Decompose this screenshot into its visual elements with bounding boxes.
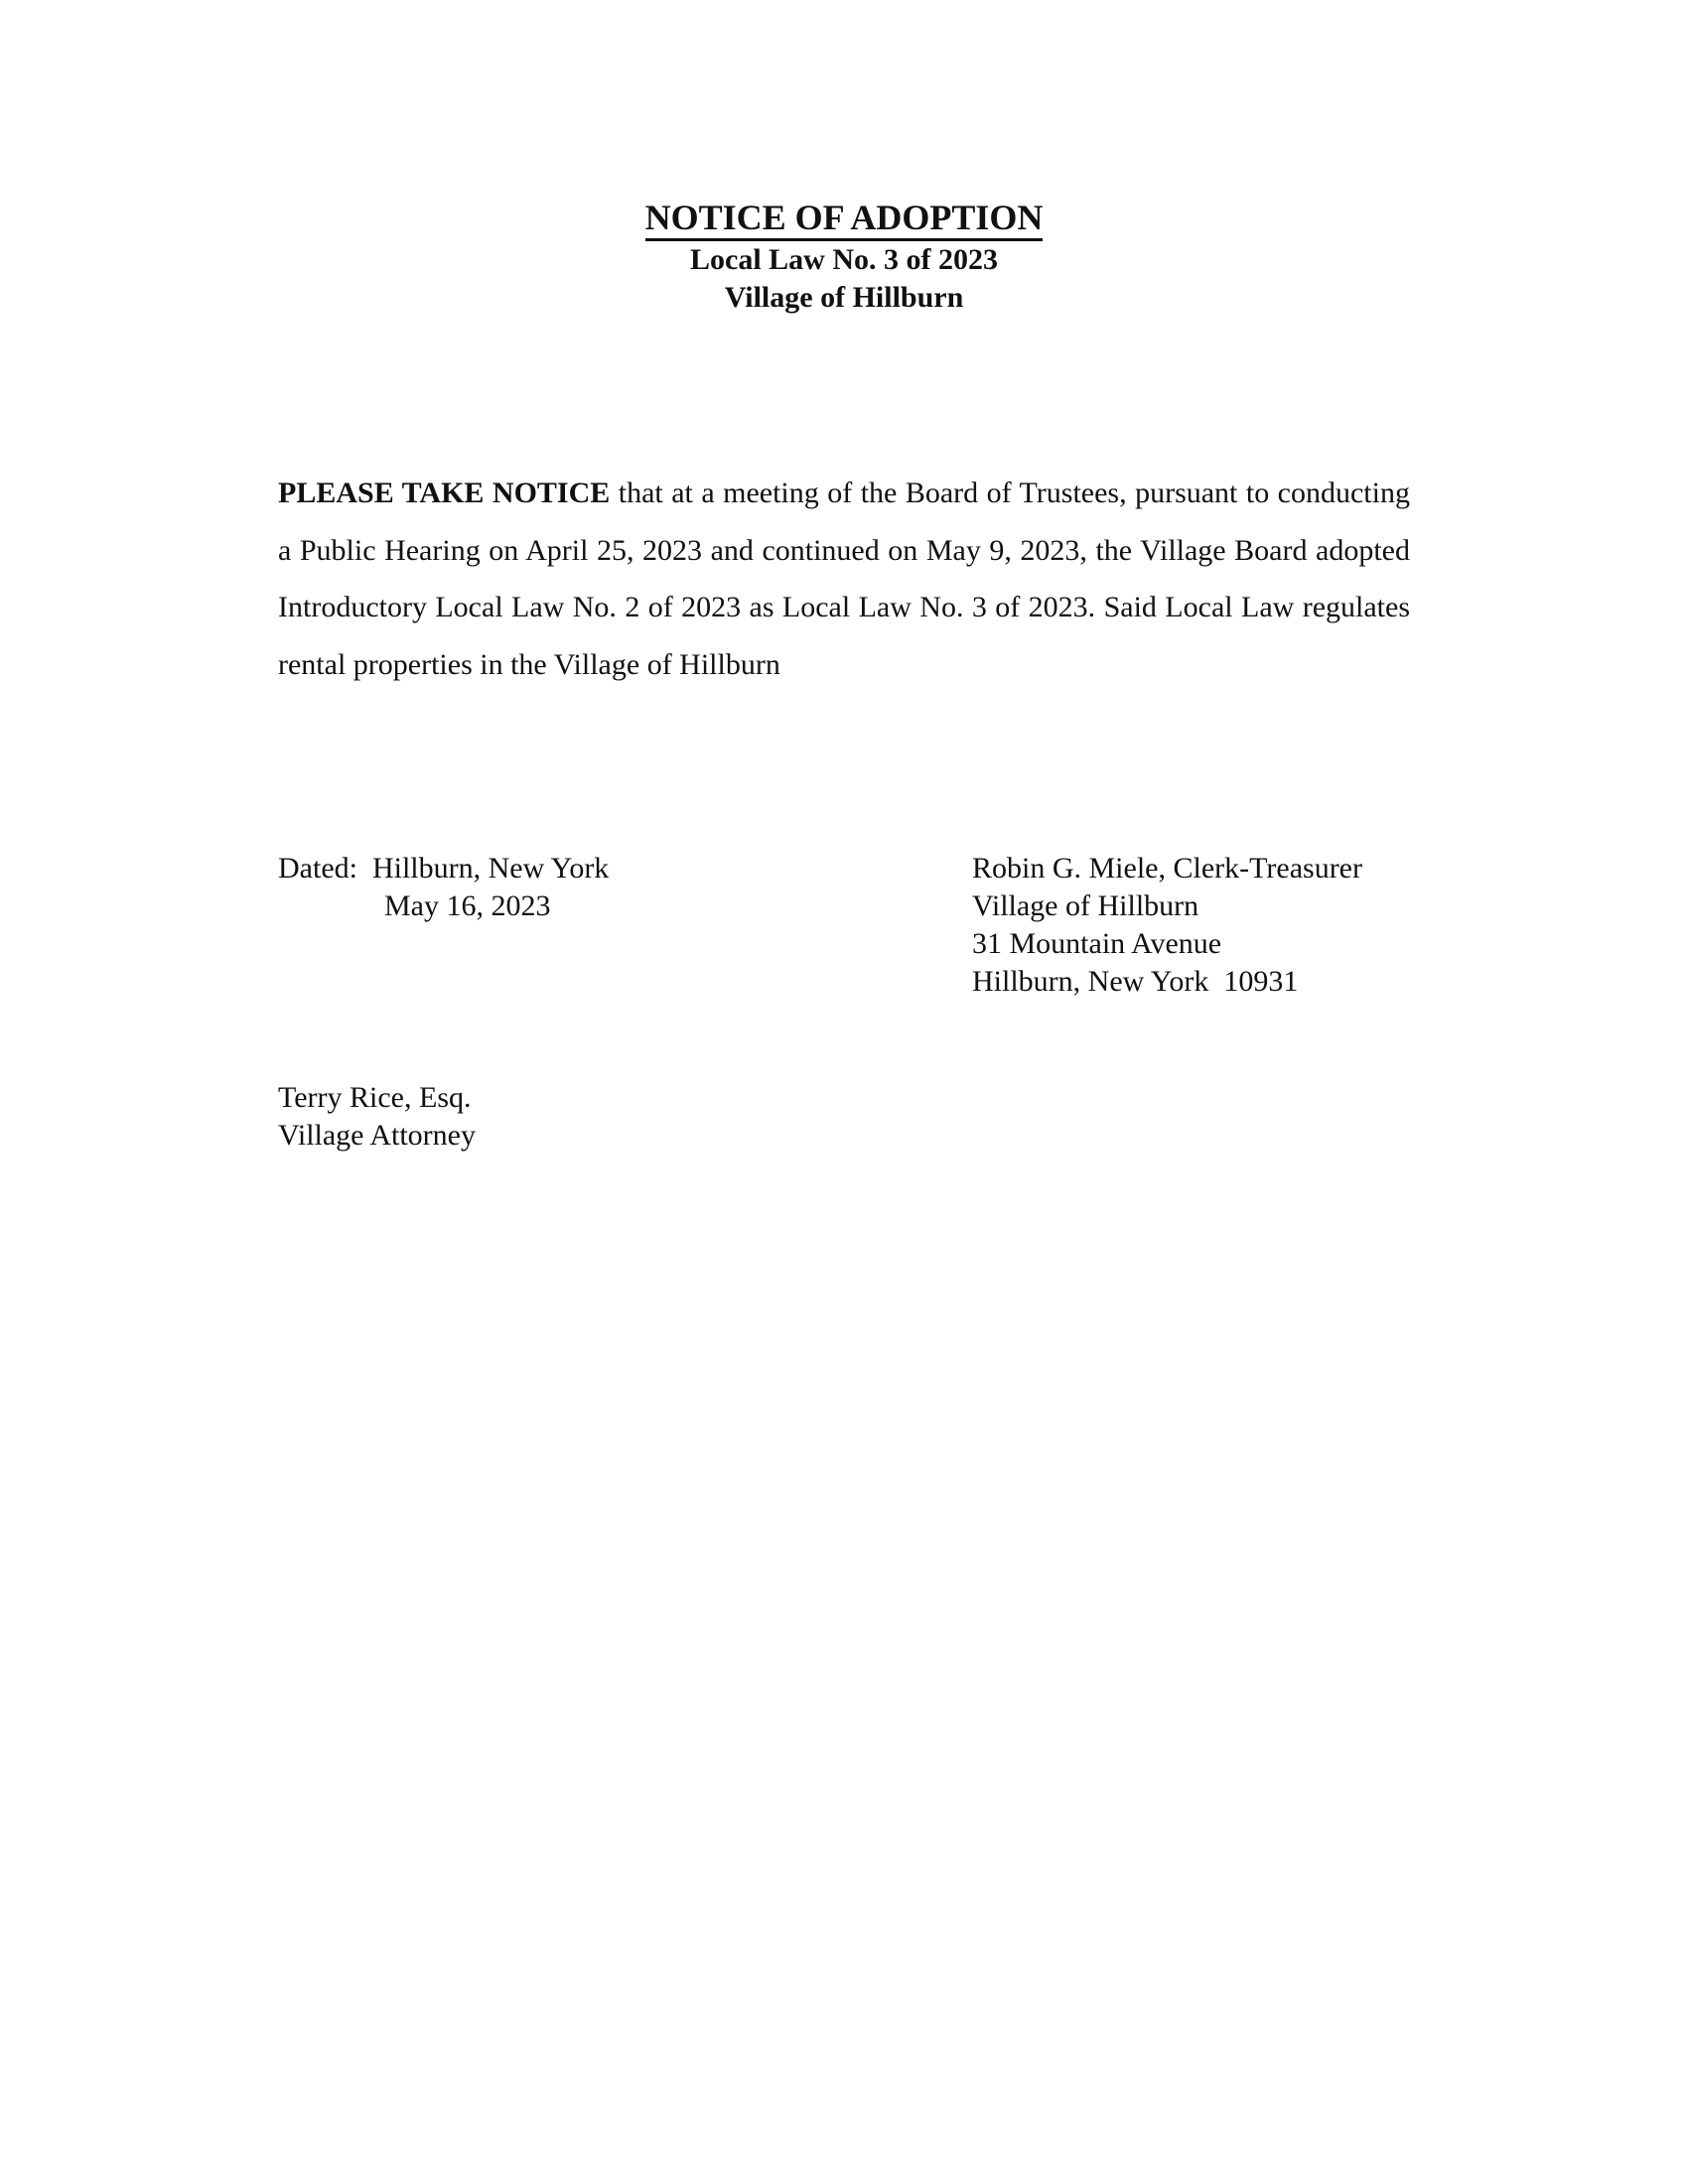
dated-block xyxy=(278,850,609,925)
title-wrap xyxy=(0,197,1688,241)
local-law-subtitle: Local Law No. 3 of 2023 xyxy=(690,243,998,276)
notice-header xyxy=(0,197,1688,317)
attorney-block xyxy=(278,1079,476,1155)
signer-name: Robin G. Miele, Clerk-Treasurer xyxy=(972,852,1362,885)
attorney-title: Village Attorney xyxy=(278,1119,476,1152)
village-subtitle: Village of Hillburn xyxy=(724,281,964,314)
notice-lead: PLEASE TAKE NOTICE xyxy=(278,477,611,509)
signer-street: 31 Mountain Avenue xyxy=(972,927,1222,960)
dated-location: Dated: Hillburn, New York xyxy=(278,852,610,885)
notice-paragraph xyxy=(278,465,1410,693)
attorney-name: Terry Rice, Esq. xyxy=(278,1081,472,1114)
signer-org: Village of Hillburn xyxy=(972,889,1199,922)
signer-city: Hillburn, New York 10931 xyxy=(972,965,1299,998)
notice-body: that at a meeting of the Board of Trustees, pursuant to conducting a Public Hearing on April 25, 2023 and continued on May 9, 2023, the Village Board adopted Introductory Local Law No. 2 of 2023 as Local Law No. 3 of 2023. Said Local Law regulates rental properties in the Village of Hillburn xyxy=(278,477,1410,681)
document-title: NOTICE OF ADOPTION xyxy=(645,197,1044,241)
dated-date: May 16, 2023 xyxy=(384,889,551,922)
signer-block xyxy=(972,850,1362,1001)
